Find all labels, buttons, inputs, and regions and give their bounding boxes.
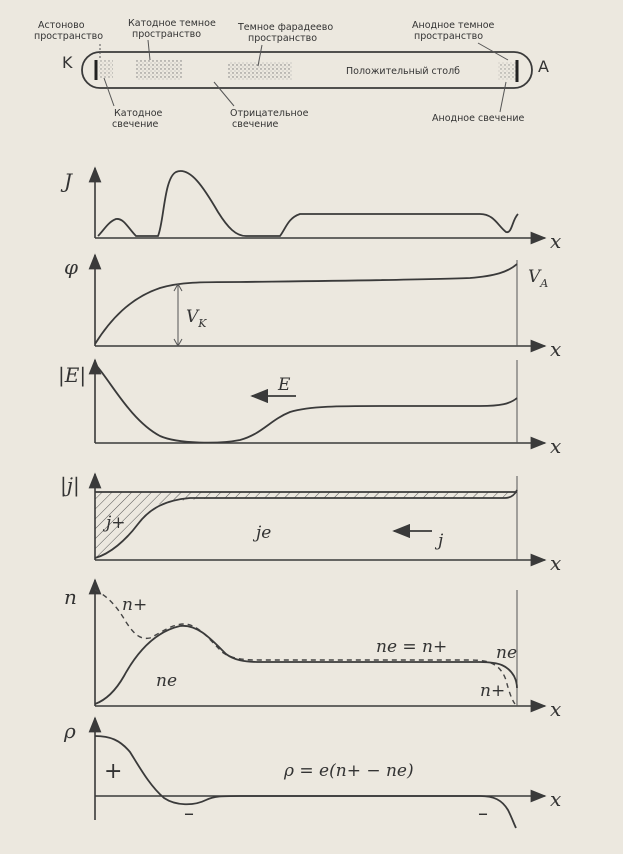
current-plot xyxy=(60,473,561,575)
anode-drop-label: $V_A$ xyxy=(528,267,549,290)
positive-charge-sign: + xyxy=(104,759,123,784)
field-x-label: x xyxy=(550,434,562,458)
negative-glow-region-1 xyxy=(136,60,182,80)
anode-label: A xyxy=(538,57,549,76)
cathode-glow-line2: свечение xyxy=(112,119,159,130)
anode-dark-space-line2: пространство xyxy=(414,31,484,42)
density-equality-label: ne = n+ xyxy=(376,637,448,657)
potential-x-label: x xyxy=(550,337,562,361)
field-arrow-label: E xyxy=(278,375,291,395)
cathode-glow-leader xyxy=(104,78,114,106)
intensity-y-label: J xyxy=(64,169,73,193)
cathode-dark-space-line2: пространство xyxy=(132,29,202,40)
negative-glow-leader xyxy=(214,82,234,106)
density-x-label: x xyxy=(550,697,562,721)
anode-glow-region xyxy=(498,62,516,80)
intensity-plot xyxy=(60,168,561,253)
anode-glow-label: Анодное свечение xyxy=(432,113,525,124)
field-curve xyxy=(95,364,517,443)
charge-curve xyxy=(95,736,516,828)
intensity-curve xyxy=(98,171,518,236)
negative-charge-sign-right: – xyxy=(478,801,488,825)
discharge-tube xyxy=(34,18,549,130)
cathode-dark-space-line1: Катодное темное xyxy=(128,18,216,29)
faraday-dark-space-line2: пространство xyxy=(248,33,318,44)
intensity-x-label: x xyxy=(550,229,562,253)
charge-y-label: ρ xyxy=(64,719,76,743)
anode-glow-leader xyxy=(500,82,506,112)
density-right-nplus-label: n+ xyxy=(480,681,506,701)
electron-density-curve xyxy=(95,626,517,704)
potential-plot xyxy=(64,255,561,361)
cathode-label: K xyxy=(62,53,73,72)
negative-glow-region-2 xyxy=(228,62,292,80)
current-arrow-label: j xyxy=(438,531,444,551)
negative-glow-line2: свечение xyxy=(232,119,279,130)
negative-charge-sign-left: – xyxy=(184,801,194,825)
faraday-dark-space-line1: Темное фарадеево xyxy=(238,22,334,33)
negative-glow-line1: Отрицательное xyxy=(230,108,309,119)
potential-curve xyxy=(95,264,517,344)
anode-dark-space-line1: Анодное темное xyxy=(412,20,495,31)
aston-dark-space-line1: Астоново xyxy=(38,20,85,31)
current-x-label: x xyxy=(550,551,562,575)
charge-plot xyxy=(63,718,561,828)
field-plot xyxy=(58,360,561,458)
density-y-label: n xyxy=(64,585,77,609)
ion-density-label: n+ xyxy=(122,595,148,615)
potential-y-label: φ xyxy=(64,255,79,279)
current-y-label: |j| xyxy=(60,473,80,497)
positive-column-label: Положительный столб xyxy=(346,66,461,77)
electron-current-label: je xyxy=(256,523,272,543)
aston-dark-space-line2: пространство xyxy=(34,31,104,42)
field-y-label: |E| xyxy=(58,363,87,387)
density-plot xyxy=(64,580,561,721)
ion-current-area xyxy=(95,492,517,558)
density-right-ne-label: ne xyxy=(496,643,518,663)
electron-density-label: ne xyxy=(156,671,178,691)
charge-formula: ρ = e(n+ − ne) xyxy=(284,761,414,781)
charge-x-label: x xyxy=(550,787,562,811)
cathode-glow-region xyxy=(99,60,113,78)
cathode-dark-leader xyxy=(148,40,150,60)
cathode-glow-line1: Катодное xyxy=(114,108,163,119)
ion-current-label: j+ xyxy=(106,513,126,533)
cathode-drop-label: $V_K$ xyxy=(186,307,207,330)
